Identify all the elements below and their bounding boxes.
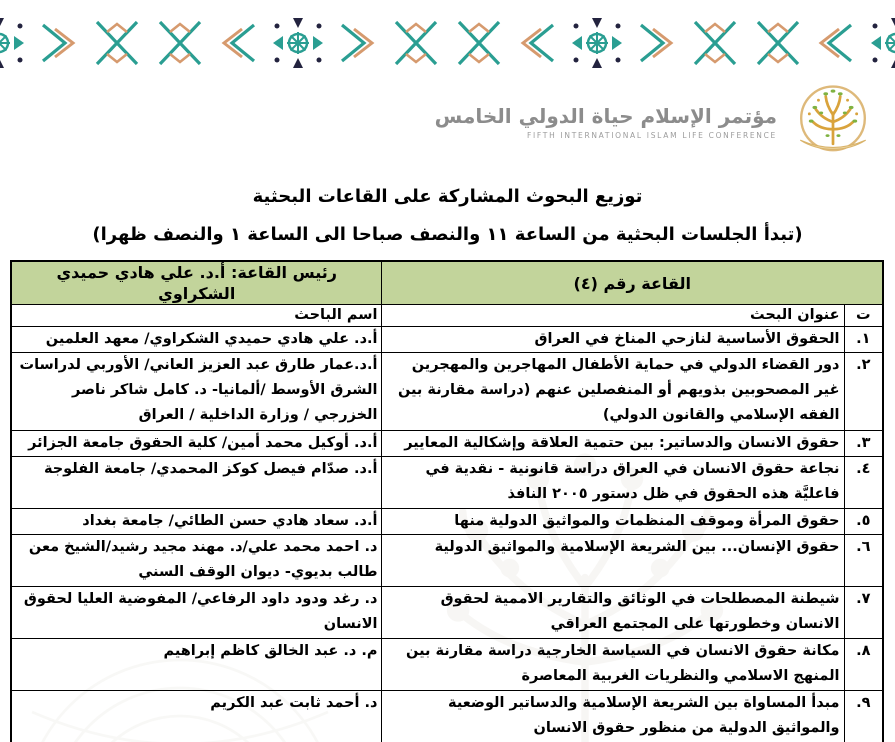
row-number-cell: ٦. — [844, 535, 883, 587]
ornament-chevron-left-icon — [515, 16, 561, 70]
logo-english-name: FIFTH INTERNATIONAL ISLAM LIFE CONFERENCE — [526, 131, 777, 140]
ornament-medallion-icon — [0, 16, 28, 70]
ornament-chevron-left-icon — [216, 16, 262, 70]
research-title-cell: مبدأ المساواة بين الشريعة الإسلامية والدساتير الوضعية والمواثيق الدولية من منظور حقوق الانسان — [382, 691, 844, 742]
table-row — [11, 327, 883, 353]
table-row — [11, 509, 883, 535]
research-title-cell: شيطنة المصطلحات في الوثائق والتقارير الاممية لحقوق الانسان وخطورتها على المجتمع العراقي — [382, 587, 844, 639]
ornament-x-icon — [152, 16, 208, 70]
hall-number-cell: القاعة رقم (٤) — [382, 261, 883, 305]
decorative-border — [0, 16, 895, 70]
ornament-medallion-icon — [269, 16, 327, 70]
table-row — [11, 535, 883, 587]
row-number-cell: ٤. — [844, 457, 883, 509]
row-number-cell: ٩. — [844, 691, 883, 742]
ornament-chevron-right-icon — [35, 16, 81, 70]
research-title-cell: دور القضاء الدولي في حماية الأطفال المهاجرين والمهجرين غير المصحوبين بذويهم أو المنفصلين عنهم (دراسة مقارنة بين الفقه الإسلامي والقانون الدولي) — [382, 353, 844, 431]
ornament-x-icon — [388, 16, 444, 70]
research-title-cell: مكانة حقوق الانسان في السياسة الخارجية دراسة مقارنة بين المنهج الاسلامي والنظريات الغربية المعاصرة — [382, 639, 844, 691]
ornament-x-icon — [750, 16, 806, 70]
research-title-cell: نجاعة حقوق الانسان في العراق دراسة قانونية - نقدية في فاعليَّة هذه الحقوق في ظل دستور ٢٠٠٥ النافذ — [382, 457, 844, 509]
page-title: توزيع البحوث المشاركة على القاعات البحثية — [252, 186, 643, 207]
ornament-x-icon — [451, 16, 507, 70]
table-row — [11, 691, 883, 742]
table-row — [11, 457, 883, 509]
table-header-row — [11, 261, 883, 305]
researcher-name-cell: د. أحمد ثابت عبد الكريم — [11, 691, 382, 742]
researcher-name-cell: أ.د. سعاد هادي حسن الطائي/ جامعة بغداد — [11, 509, 382, 535]
row-number-cell: ٣. — [844, 431, 883, 457]
researcher-name-cell: د. رغد ودود داود الرفاعي/ المفوضية العليا لحقوق الانسان — [11, 587, 382, 639]
ornament-chevron-right-icon — [633, 16, 679, 70]
research-title-cell: حقوق الإنسان... بين الشريعة الإسلامية والمواثيق الدولية — [382, 535, 844, 587]
row-number-cell: ٥. — [844, 509, 883, 535]
page-subtitle: (تبدأ الجلسات البحثية من الساعة ١١ والنصف صباحا الى الساعة ١ والنصف ظهرا) — [92, 224, 803, 245]
ornament-x-icon — [687, 16, 743, 70]
ornament-x-icon — [89, 16, 145, 70]
col-header-title: عنوان البحث — [382, 305, 844, 327]
row-number-cell: ٢. — [844, 353, 883, 431]
conference-logo — [0, 82, 879, 162]
researcher-name-cell: أ.د. صدّام فيصل كوكز المحمدي/ جامعة الفلوجة — [11, 457, 382, 509]
table-row — [11, 639, 883, 691]
research-title-cell: حقوق المرأة وموقف المنظمات والمواثيق الدولية منها — [382, 509, 844, 535]
logo-arabic-name: مؤتمر الإسلام حياة الدولي الخامس — [434, 104, 777, 128]
ornament-medallion-icon — [867, 16, 895, 70]
table-row — [11, 587, 883, 639]
column-header-row — [11, 305, 883, 327]
ornament-chevron-left-icon — [813, 16, 859, 70]
col-header-researcher: اسم الباحث — [11, 305, 382, 327]
table-row — [11, 353, 883, 431]
table-row — [11, 431, 883, 457]
researcher-name-cell: أ.د. أوكيل محمد أمين/ كلية الحقوق جامعة الجزائر — [11, 431, 382, 457]
hall-chair-cell: رئيس القاعة: أ.د. علي هادي حميدي الشكراوي — [11, 261, 382, 305]
sessions-table — [10, 260, 884, 742]
research-title-cell: الحقوق الأساسية لنازحي المناخ في العراق — [382, 327, 844, 353]
row-number-cell: ٧. — [844, 587, 883, 639]
ornament-chevron-right-icon — [334, 16, 380, 70]
ornament-medallion-icon — [568, 16, 626, 70]
researcher-name-cell: م. د. عبد الخالق كاظم إبراهيم — [11, 639, 382, 691]
researcher-name-cell: أ.د.عمار طارق عبد العزيز العاني/ الأوربي لدراسات الشرق الأوسط /ألمانيا- د. كامل شاكر ناصر الخزرجي / وزارة الداخلية / العراق — [11, 353, 382, 431]
research-title-cell: حقوق الانسان والدساتير: بين حتمية العلاقة وإشكالية المعايير — [382, 431, 844, 457]
row-number-cell: ٨. — [844, 639, 883, 691]
researcher-name-cell: أ.د. علي هادي حميدي الشكراوي/ معهد العلمين — [11, 327, 382, 353]
researcher-name-cell: د. احمد محمد علي/د. مهند مجيد رشيد/الشيخ معن طالب بديوي- ديوان الوقف السني — [11, 535, 382, 587]
tree-logo-icon — [787, 82, 879, 162]
row-number-cell: ١. — [844, 327, 883, 353]
col-header-num: ت — [844, 305, 883, 327]
